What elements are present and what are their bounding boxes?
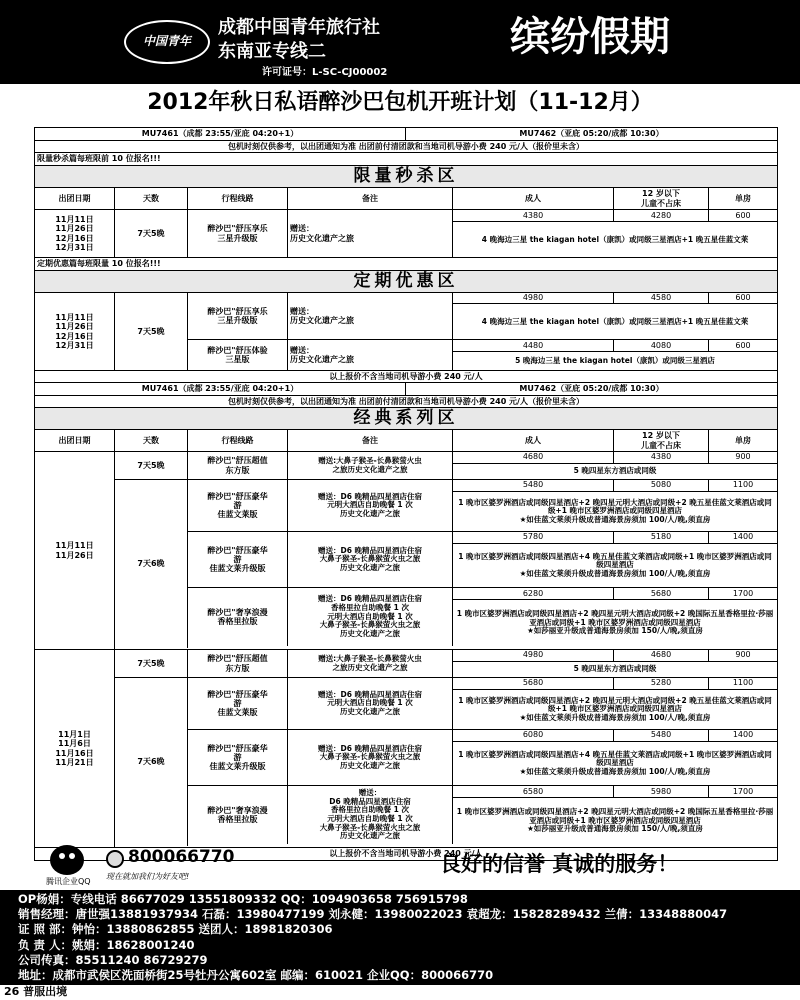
early-bird-note <box>35 258 777 271</box>
contact-panel <box>0 890 800 985</box>
early-bird-row <box>35 293 777 371</box>
package-row <box>188 480 777 532</box>
departure-date: 11月11日 <box>55 541 94 551</box>
schedule-table <box>34 127 778 861</box>
early-bird-footer-text: 以上报价不含当地司机导游小费 240 元/人 <box>329 371 483 381</box>
hotel-description: 1 晚市区婆罗洲酒店或同级四星酒店+4 晚五星佳蓝文莱酒店或同级+1 晚市区婆罗洲酒店或同级四星酒店 ★如佳蓝文莱须升级成普通海景房须加 100/人/晚,须直房 <box>458 749 772 776</box>
agency-name: 成都中国青年旅行社 <box>218 17 380 38</box>
price-adult: 4980 <box>453 293 614 303</box>
classic-group-1 <box>35 650 777 848</box>
classic-days: 7天6晚 <box>115 480 188 648</box>
price-block <box>453 210 777 258</box>
classic-banner-text: 经典系列区 <box>35 408 777 429</box>
price-single: 1400 <box>732 730 754 740</box>
price-adult: 4480 <box>453 340 614 351</box>
hotel-description: 1 晚市区婆罗洲酒店或同级四星酒店+2 晚四星元明大酒店或同级+2 晚国际五星香格里拉·莎丽亚酒店或同级+1 晚市区婆罗洲酒店或同级四星酒店 ★如莎丽亚升级成普通海景房须加 150/人/晚,须直房 <box>456 807 774 834</box>
departure-date: 11月11日 <box>55 313 94 323</box>
slogan: 缤纷假期 <box>510 13 670 60</box>
flash-sale-banner-text: 限量秒杀区 <box>35 166 777 187</box>
price-block <box>453 588 777 646</box>
hotel-description: 5 晚海边三星 the kiagan hotel（康凯）或同级三星酒店 <box>515 355 715 365</box>
departure-date: 12月16日 <box>55 233 94 243</box>
price-child: 4380 <box>614 452 709 463</box>
price-child: 5080 <box>614 480 709 491</box>
classic-packages <box>188 650 777 677</box>
col-single: 单房 <box>735 435 751 445</box>
classic-section <box>115 650 777 678</box>
price-block <box>453 730 777 786</box>
qq-number[interactable]: 800066770 <box>128 847 235 867</box>
early-bird-note-text: 定期优惠篇每班限量 10 位报名!!! <box>37 259 161 269</box>
flight-row-1 <box>35 128 777 141</box>
price-block <box>453 786 777 844</box>
price-child: 5280 <box>614 678 709 689</box>
hotel-description: 4 晚海边三星 the kiagan hotel（康凯）或同级三星酒店+1 晚五星佳蓝文莱 <box>481 234 749 244</box>
flight-outbound: MU7461（成都 23:55/亚庇 04:20+1） <box>35 383 406 395</box>
early-bird-packages <box>188 293 777 370</box>
motto: 良好的信誉 真诚的服务！ <box>440 851 679 876</box>
classic-dates <box>35 650 115 847</box>
package-remark: 赠送：D6 晚精品四星酒店住宿 大鼻子猴圣-长鼻猴萤火虫之旅 历史文化遗产之旅 <box>288 532 453 587</box>
price-child: 4280 <box>614 210 709 221</box>
classic-banner <box>35 408 777 430</box>
hotel-description: 1 晚市区婆罗洲酒店或同级四星酒店+2 晚四星元明大酒店或同级+2 晚国际五星香格里拉·莎丽亚酒店或同级+1 晚市区婆罗洲酒店或同级四星酒店 ★如莎丽亚升级成普通海景房须加 150/人/晚,须直房 <box>456 609 774 636</box>
early-bird-footer <box>35 371 777 383</box>
price-row <box>453 340 777 352</box>
col-remark: 备注 <box>288 430 453 451</box>
price-single: 600 <box>735 293 751 303</box>
departure-date: 11月11日 <box>55 215 94 225</box>
package-row <box>188 678 777 730</box>
price-single: 600 <box>735 341 751 351</box>
col-child: 12 岁以下 儿童不占床 <box>614 188 709 209</box>
col-days: 天数 <box>115 188 188 209</box>
page-number: 26 普服出境 <box>4 985 68 998</box>
col-remark: 备注 <box>288 188 453 209</box>
contact-line-address: 地址：成都市武侯区洗面桥街25号牡丹公寓602室 邮编：610021 企业QQ：800066770 <box>18 967 494 982</box>
package-route: 醉沙巴"舒压体验 三星版 <box>188 340 288 370</box>
price-single: 1100 <box>732 480 754 490</box>
price-adult: 5780 <box>453 532 614 543</box>
price-row <box>453 730 777 742</box>
package-route: 醉沙巴"舒压豪华 游 佳蓝文莱升级版 <box>188 532 288 587</box>
price-block <box>453 532 777 588</box>
package-remark: 赠送:大鼻子猴圣-长鼻猴萤火虫 之旅历史文化遗产之旅 <box>288 650 453 677</box>
logo-text: 中国青年 <box>142 34 191 49</box>
classic-sections <box>115 650 777 847</box>
price-child: 5980 <box>614 786 709 797</box>
qq-area <box>0 843 800 891</box>
departure-date: 12月16日 <box>55 331 94 341</box>
price-block <box>453 480 777 532</box>
main-title: 2012年秋日私语醉沙巴包机开班计划（11-12月） <box>147 90 653 115</box>
contact-line-op: OP杨娟：专线电话 86677029 13551809332 QQ：1094903658 756915798 <box>18 892 468 906</box>
classic-sections <box>115 452 777 649</box>
package-row <box>188 340 777 370</box>
package-remark: 赠送： 历史文化遗产之旅 <box>288 340 453 370</box>
flight-notice-2 <box>35 396 777 408</box>
qq-penguin-icon <box>50 845 84 875</box>
flight-row-2 <box>35 383 777 396</box>
departure-date: 12月31日 <box>55 340 94 350</box>
departure-date: 11月26日 <box>55 550 94 560</box>
price-adult: 4380 <box>453 210 614 221</box>
agency-logo <box>124 20 210 64</box>
price-row <box>453 210 777 222</box>
contact-line-sales: 销售经理：唐世强13881937934 石磊：13980477199 刘永健：13980022023 袁超龙：15828289432 兰倩：13348880047 <box>18 907 728 922</box>
classic-days: 7天5晚 <box>115 452 188 479</box>
hotel-description: 1 晚市区婆罗洲酒店或同级四星酒店+4 晚五星佳蓝文莱酒店或同级+1 晚市区婆罗洲酒店或同级四星酒店 ★如佳蓝文莱须升级成普通海景房须加 100/人/晚,须直房 <box>458 551 772 578</box>
price-block <box>453 452 777 479</box>
price-single: 1700 <box>732 588 754 598</box>
package-row <box>188 532 777 588</box>
price-row <box>453 452 777 464</box>
price-adult: 6580 <box>453 786 614 797</box>
classic-group-0 <box>35 452 777 650</box>
price-row <box>453 786 777 798</box>
package-row <box>188 293 777 340</box>
price-adult: 4680 <box>453 452 614 463</box>
package-route: 醉沙巴"奢享浪漫 香格里拉版 <box>188 588 288 646</box>
price-child: 5180 <box>614 532 709 543</box>
package-row <box>188 730 777 786</box>
flash-sale-days: 7天5晚 <box>115 210 188 257</box>
qq-welcome: 现在就加我们为好友吧! <box>106 872 190 881</box>
hotel-description: 1 晚市区婆罗洲酒店或同级四星酒店+2 晚四星元明大酒店或同级+2 晚五星佳蓝文莱酒店或同级+1 晚市区婆罗洲酒店或同级四星酒店 ★如佳蓝文莱须升级成普通海景房须加 100/人/晚,须直房 <box>458 695 772 722</box>
col-route: 行程线路 <box>188 188 288 209</box>
package-remark: 赠送：D6 晚精品四星酒店住宿 元明大酒店自助晚餐 1 次 历史文化遗产之旅 <box>288 678 453 729</box>
package-route: 醉沙巴"舒压超值 东方版 <box>188 452 288 479</box>
flight-notice-1 <box>35 141 777 153</box>
departure-date: 11月1日 <box>58 730 91 740</box>
price-row <box>453 588 777 600</box>
hotel-description: 5 晚四星东方酒店或同级 <box>573 466 657 476</box>
contact-line-docs: 证 照 部：钟怡：13880862855 送团人：18981820306 <box>18 922 333 937</box>
contact-line-manager: 负 责 人：姚娟：18628001240 <box>18 937 195 952</box>
package-route: 醉沙巴"舒压超值 东方版 <box>188 650 288 677</box>
package-remark: 赠送： D6 晚精品四星酒店住宿 香格里拉自助晚餐 1 次 元明大酒店自助晚餐 1 次 大鼻子猴圣-长鼻猴萤火虫之旅 历史文化遗产之旅 <box>288 786 453 844</box>
price-adult: 4980 <box>453 650 614 661</box>
departure-date: 11月21日 <box>55 757 94 767</box>
classic-section <box>115 480 777 648</box>
classic-section <box>115 678 777 846</box>
classic-days: 7天5晚 <box>115 650 188 677</box>
package-remark: 赠送：D6 晚精品四星酒店住宿 元明大酒店自助晚餐 1 次 历史文化遗产之旅 <box>288 480 453 531</box>
price-block <box>453 650 777 677</box>
header-row-1 <box>35 188 777 210</box>
chat-bubble-icon <box>106 850 124 868</box>
col-adult: 成人 <box>453 430 614 451</box>
hotel-description: 5 晚四星东方酒店或同级 <box>573 664 657 674</box>
departure-date: 11月6日 <box>58 739 91 749</box>
price-row <box>453 678 777 690</box>
departure-date: 12月31日 <box>55 242 94 252</box>
price-child: 5480 <box>614 730 709 741</box>
early-bird-dates <box>35 293 115 370</box>
contact-line-fax: 公司传真：85511240 86729279 <box>18 952 208 967</box>
early-bird-banner-text: 定期优惠区 <box>35 271 777 292</box>
qq-label: 腾讯企业QQ <box>46 877 91 886</box>
price-row <box>453 532 777 544</box>
col-days: 天数 <box>115 430 188 451</box>
flight-return: MU7462（亚庇 05:20/成都 10:30） <box>519 384 664 394</box>
package-row <box>188 588 777 646</box>
hotel-description: 1 晚市区婆罗洲酒店或同级四星酒店+2 晚四星元明大酒店或同级+2 晚五星佳蓝文莱酒店或同级+1 晚市区婆罗洲酒店或同级四星酒店 ★如佳蓝文莱须升级成普通海景房须加 100/人/晚,须直房 <box>458 497 772 524</box>
price-child: 4080 <box>614 340 709 351</box>
classic-packages <box>188 678 777 846</box>
price-block <box>453 340 777 370</box>
hotel-description: 4 晚海边三星 the kiagan hotel（康凯）或同级三星酒店+1 晚五星佳蓝文莱 <box>481 316 749 326</box>
col-route: 行程线路 <box>188 430 288 451</box>
classic-days: 7天6晚 <box>115 678 188 846</box>
classic-packages <box>188 452 777 479</box>
classic-dates <box>35 452 115 649</box>
price-adult: 6280 <box>453 588 614 599</box>
header-banner <box>0 0 800 84</box>
price-single: 1700 <box>732 786 754 796</box>
price-adult: 5680 <box>453 678 614 689</box>
col-date: 出团日期 <box>35 430 115 451</box>
line-name: 东南亚专线二 <box>218 41 326 62</box>
flight-notice: 包机时刻仅供参考，以出团通知为准 出团前付清团款和当地司机导游小费 240 元/人（报价里未含） <box>228 396 584 406</box>
col-child: 12 岁以下 儿童不占床 <box>614 430 709 451</box>
price-block <box>453 678 777 730</box>
flash-sale-route: 醉沙巴"舒压享乐 三星升级版 <box>188 210 288 257</box>
package-row <box>188 452 777 479</box>
header-row-2 <box>35 430 777 452</box>
flash-sale-remark: 赠送： 历史文化遗产之旅 <box>288 210 453 257</box>
price-child: 4580 <box>614 293 709 303</box>
flash-sale-banner <box>35 166 777 188</box>
col-adult: 成人 <box>453 188 614 209</box>
package-route: 醉沙巴"舒压享乐 三星升级版 <box>188 293 288 339</box>
flight-notice: 包机时刻仅供参考，以出团通知为准 出团前付清团款和当地司机导游小费 240 元/人（报价里未含） <box>228 141 584 151</box>
price-single: 600 <box>735 210 751 220</box>
package-route: 醉沙巴"奢享浪漫 香格里拉版 <box>188 786 288 844</box>
package-remark: 赠送：D6 晚精品四星酒店住宿 大鼻子猴圣-长鼻猴萤火虫之旅 历史文化遗产之旅 <box>288 730 453 785</box>
price-single: 1400 <box>732 532 754 542</box>
flash-sale-dates <box>35 210 115 257</box>
col-date: 出团日期 <box>35 188 115 209</box>
classic-section <box>115 452 777 480</box>
package-remark: 赠送： 历史文化遗产之旅 <box>288 293 453 339</box>
package-row <box>188 786 777 844</box>
price-row <box>453 480 777 492</box>
package-route: 醉沙巴"舒压豪华 游 佳蓝文莱版 <box>188 678 288 729</box>
early-bird-days: 7天5晚 <box>115 293 188 370</box>
col-single: 单房 <box>735 193 751 203</box>
price-single: 1100 <box>732 678 754 688</box>
price-block <box>453 293 777 340</box>
early-bird-banner <box>35 271 777 293</box>
flight-outbound: MU7461（成都 23:55/亚庇 04:20+1） <box>35 128 406 140</box>
price-child: 4680 <box>614 650 709 661</box>
classic-packages <box>188 480 777 648</box>
flash-sale-row <box>35 210 777 258</box>
price-single: 900 <box>735 452 751 462</box>
price-adult: 5480 <box>453 480 614 491</box>
price-single: 900 <box>735 650 751 660</box>
package-remark: 赠送：D6 晚精品四星酒店住宿 香格里拉自助晚餐 1 次 元明大酒店自助晚餐 1 次 大鼻子猴圣-长鼻猴萤火虫之旅 历史文化遗产之旅 <box>288 588 453 646</box>
classic-footer-text: 以上报价不含当地司机导游小费 240 元/人 <box>329 849 483 859</box>
license-number: 许可证号：L-SC-CJ00002 <box>262 67 388 78</box>
price-adult: 6080 <box>453 730 614 741</box>
departure-date: 11月26日 <box>55 322 94 332</box>
flight-return: MU7462（亚庇 05:20/成都 10:30） <box>519 129 664 139</box>
flash-sale-note <box>35 153 777 166</box>
flash-sale-note-text: 限量秒杀篇每班限前 10 位报名!!! <box>37 154 161 164</box>
price-child: 5680 <box>614 588 709 599</box>
package-route: 醉沙巴"舒压豪华 游 佳蓝文莱升级版 <box>188 730 288 785</box>
package-remark: 赠送:大鼻子猴圣-长鼻猴萤火虫 之旅历史文化遗产之旅 <box>288 452 453 479</box>
price-row <box>453 650 777 662</box>
price-row <box>453 293 777 304</box>
package-row <box>188 650 777 677</box>
departure-date: 11月26日 <box>55 224 94 234</box>
departure-date: 11月16日 <box>55 748 94 758</box>
package-route: 醉沙巴"舒压豪华 游 佳蓝文莱版 <box>188 480 288 531</box>
